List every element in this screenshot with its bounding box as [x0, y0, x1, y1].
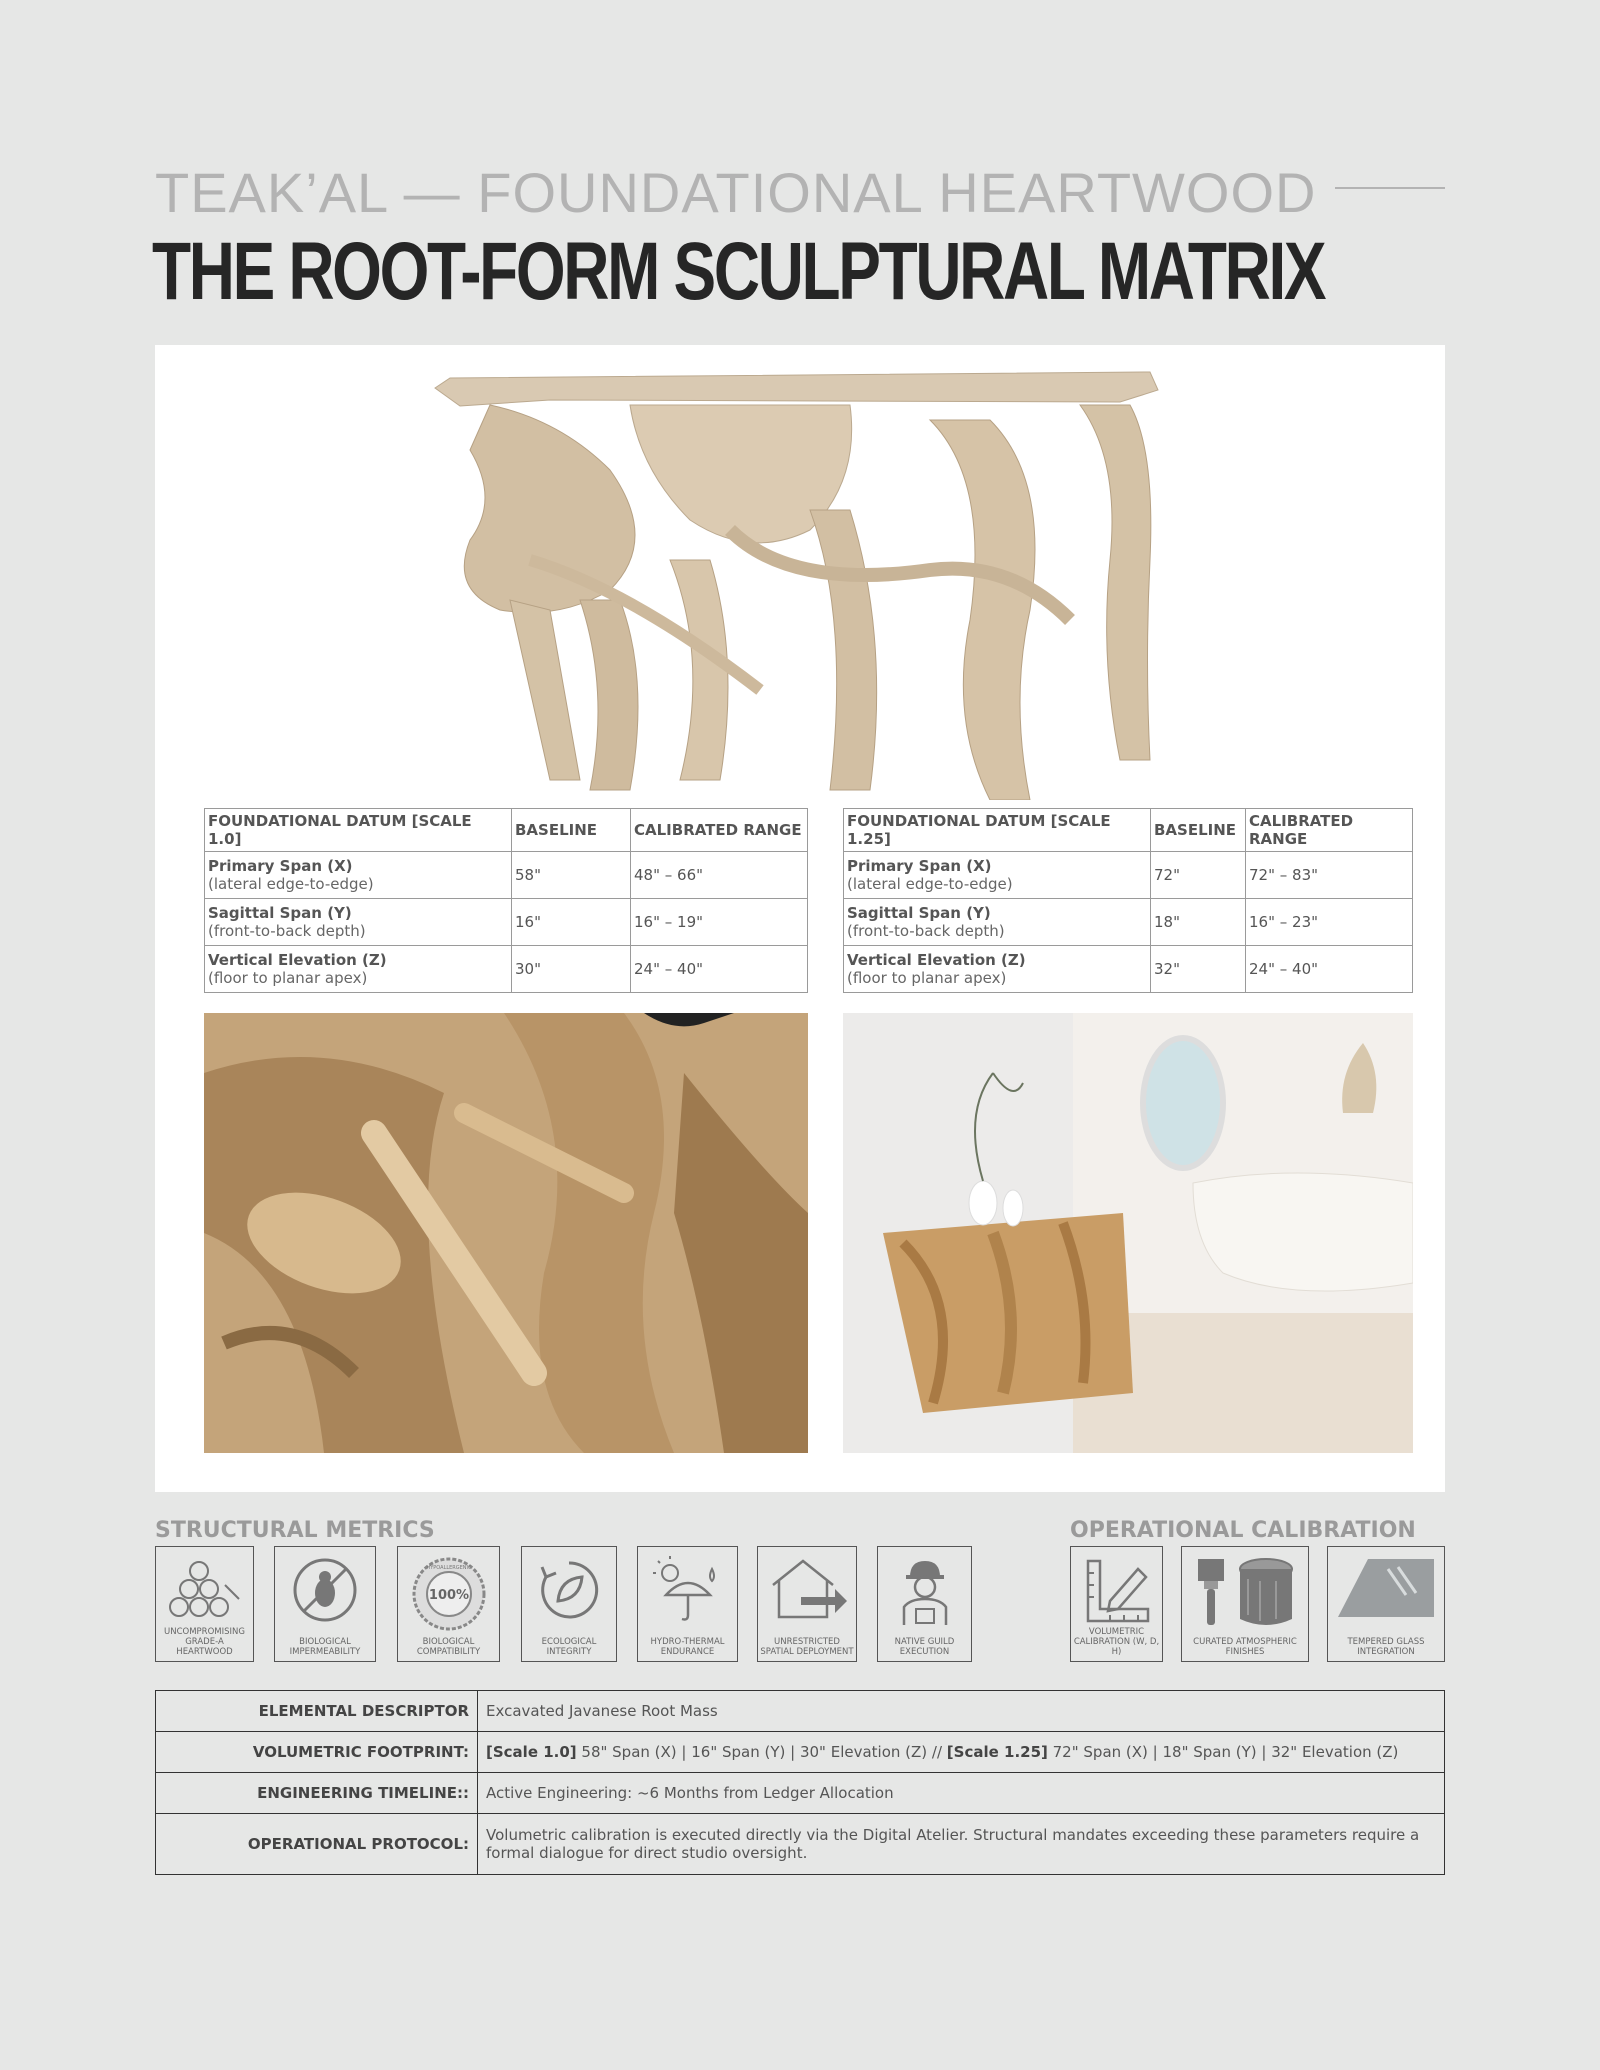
eyebrow-rule: [1335, 187, 1445, 189]
interior-room-photo: [843, 1013, 1413, 1453]
icon-caption: ECOLOGICAL INTEGRITY: [541, 1637, 597, 1657]
row-label: Vertical Elevation (Z): [208, 951, 387, 969]
seal-ring-text: HYPOALLERGENIC: [425, 1565, 472, 1571]
row-label: Primary Span (X): [847, 857, 992, 875]
scale-tag: [Scale 1.0]: [486, 1743, 577, 1761]
table-row: [205, 946, 808, 993]
spec-value: Volumetric calibration is executed directly via the Digital Atelier. Structural mandates exceeding these parameters require a formal dialogue for direct studio oversight.: [478, 1814, 1445, 1875]
weather-umbrella-icon-card: [637, 1546, 738, 1662]
craftsman-icon-card: [877, 1546, 972, 1662]
row-label: Sagittal Span (Y): [208, 904, 352, 922]
spec-key: OPERATIONAL PROTOCOL:: [156, 1814, 478, 1875]
table-row: [844, 946, 1413, 993]
row-sublabel: (floor to planar apex): [208, 969, 368, 987]
range-cell: 16" – 23": [1246, 899, 1413, 946]
table-row: [205, 899, 808, 946]
no-bug-icon: [290, 1555, 360, 1625]
table-row: [205, 852, 808, 899]
row-sublabel: (front-to-back depth): [847, 922, 1005, 940]
footprint-text: 58" Span (X) | 16" Span (Y) | 30" Elevation (Z) //: [576, 1743, 947, 1761]
icon-caption: CURATED ATMOSPHERIC FINISHES: [1193, 1637, 1297, 1657]
spec-value: Excavated Javanese Root Mass: [478, 1691, 1445, 1732]
baseline-cell: 16": [512, 899, 631, 946]
eyebrow-heading: TEAK’AL — FOUNDATIONAL HEARTWOOD: [155, 161, 1317, 224]
icon-caption: HYDRO-THERMAL ENDURANCE: [650, 1637, 725, 1657]
icon-caption: BIOLOGICAL IMPERMEABILITY: [289, 1637, 361, 1657]
table-header: BASELINE: [1151, 809, 1246, 852]
baseline-cell: 18": [1151, 899, 1246, 946]
scale-tag: [Scale 1.25]: [946, 1743, 1048, 1761]
table-header: CALIBRATED RANGE: [1246, 809, 1413, 852]
logs-icon: [165, 1555, 245, 1623]
footprint-text: 72" Span (X) | 18" Span (Y) | 32" Elevation (Z): [1047, 1743, 1399, 1761]
no-bug-icon-card: [274, 1546, 376, 1662]
row-label: Sagittal Span (Y): [847, 904, 991, 922]
table-header: FOUNDATIONAL DATUM [SCALE 1.25]: [844, 809, 1151, 852]
spec-key: ELEMENTAL DESCRIPTOR: [156, 1691, 478, 1732]
range-cell: 24" – 40": [1246, 946, 1413, 993]
ruler-pencil-icon: [1080, 1555, 1154, 1629]
spec-value: [478, 1732, 1445, 1773]
spec-key: ENGINEERING TIMELINE::: [156, 1773, 478, 1814]
row-sublabel: (lateral edge-to-edge): [847, 875, 1013, 893]
range-cell: 24" – 40": [631, 946, 808, 993]
glass-pane-icon: [1334, 1555, 1438, 1621]
glass-pane-icon-card: [1327, 1546, 1445, 1662]
house-arrow-icon-card: [757, 1546, 857, 1662]
spec-key: VOLUMETRIC FOOTPRINT:: [156, 1732, 478, 1773]
range-cell: 72" – 83": [1246, 852, 1413, 899]
table-header: FOUNDATIONAL DATUM [SCALE 1.0]: [205, 809, 512, 852]
spec-value: Active Engineering: ~6 Months from Ledger Allocation: [478, 1773, 1445, 1814]
eco-leaf-icon-card: [521, 1546, 617, 1662]
baseline-cell: 72": [1151, 852, 1246, 899]
hypoallergenic-seal-icon-card: [397, 1546, 500, 1662]
brush-stump-icon-card: [1181, 1546, 1309, 1662]
table-row: [156, 1773, 1445, 1814]
table-row: [844, 899, 1413, 946]
table-header: CALIBRATED RANGE: [631, 809, 808, 852]
baseline-cell: 30": [512, 946, 631, 993]
brush-stump-icon: [1190, 1555, 1300, 1635]
table-row: [156, 1691, 1445, 1732]
icon-caption: NATIVE GUILD EXECUTION: [894, 1637, 955, 1657]
house-arrow-icon: [765, 1555, 849, 1625]
icon-caption: VOLUMETRIC CALIBRATION (W, D, H): [1073, 1627, 1160, 1657]
ruler-pencil-icon-card: [1070, 1546, 1163, 1662]
row-sublabel: (floor to planar apex): [847, 969, 1007, 987]
craftsman-icon: [890, 1555, 960, 1627]
specification-table: [155, 1690, 1445, 1875]
icon-caption: TEMPERED GLASS INTEGRATION: [1347, 1637, 1425, 1657]
page-title: THE ROOT-FORM SCULPTURAL MATRIX: [152, 226, 1325, 317]
table-row: [156, 1732, 1445, 1773]
icon-caption: UNRESTRICTED SPATIAL DEPLOYMENT: [760, 1637, 854, 1657]
seal-text: 100%: [428, 1588, 469, 1603]
range-cell: 16" – 19": [631, 899, 808, 946]
row-label: Vertical Elevation (Z): [847, 951, 1026, 969]
row-sublabel: (lateral edge-to-edge): [208, 875, 374, 893]
table-header: BASELINE: [512, 809, 631, 852]
table-row: [844, 852, 1413, 899]
baseline-cell: 58": [512, 852, 631, 899]
table-row: [156, 1814, 1445, 1875]
logs-icon-card: [155, 1546, 254, 1662]
hero-console-image: [430, 360, 1170, 800]
operational-calibration-label: OPERATIONAL CALIBRATION: [1070, 1518, 1416, 1543]
icon-caption: UNCOMPROMISING GRADE-A HEARTWOOD: [164, 1627, 245, 1657]
row-sublabel: (front-to-back depth): [208, 922, 366, 940]
row-label: Primary Span (X): [208, 857, 353, 875]
root-closeup-photo: [204, 1013, 808, 1453]
hypoallergenic-seal-icon: [410, 1555, 488, 1633]
structural-metrics-label: STRUCTURAL METRICS: [155, 1518, 435, 1543]
baseline-cell: 32": [1151, 946, 1246, 993]
dimension-table-scale-1-0: [204, 808, 808, 993]
eco-leaf-icon: [534, 1555, 604, 1625]
dimension-table-scale-1-25: [843, 808, 1413, 993]
weather-umbrella-icon: [648, 1555, 728, 1627]
icon-caption: BIOLOGICAL COMPATIBILITY: [416, 1637, 481, 1657]
range-cell: 48" – 66": [631, 852, 808, 899]
